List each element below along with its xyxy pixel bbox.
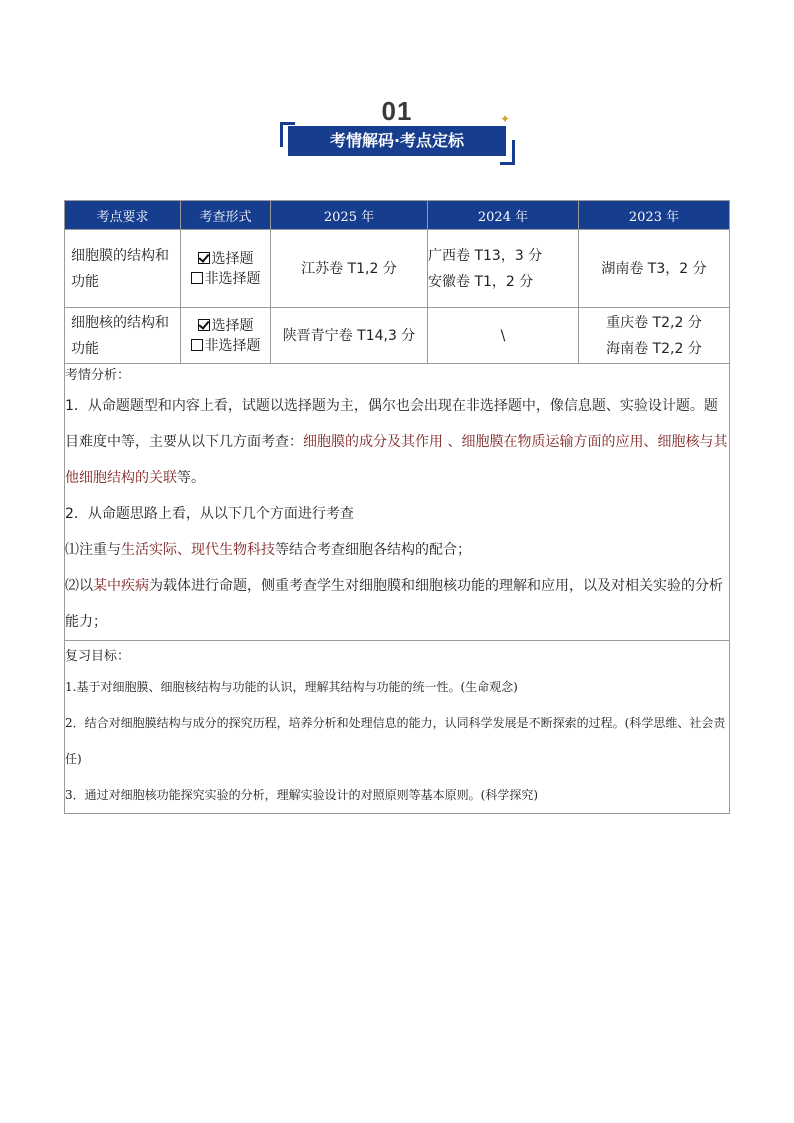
nonchoice-option: 非选择题 <box>181 336 270 356</box>
goals-row <box>65 641 730 814</box>
header-2023: 2023 年 <box>579 201 730 230</box>
goal-item-2: 2．结合对细胞膜结构与成分的探究历程，培养分析和处理信息的能力，认同科学发展是不断探索的过程。(科学思维、社会责任) <box>65 716 726 766</box>
checked-box-icon <box>198 319 210 331</box>
table-header-row <box>65 201 730 230</box>
topic-cell: 细胞膜的结构和功能 <box>65 230 181 308</box>
header-form: 考查形式 <box>181 201 271 230</box>
banner-bracket-right <box>500 140 515 165</box>
section-header <box>0 96 794 166</box>
analysis-point-2: 2．从命题思路上看，从以下几个方面进行考查 <box>65 506 354 522</box>
table-row <box>65 230 730 308</box>
header-2025: 2025 年 <box>271 201 428 230</box>
empty-box-icon <box>191 339 203 351</box>
form-cell <box>181 230 271 308</box>
cell-2024: 广西卷 T13，3 分 安徽卷 T1，2 分 <box>428 230 579 308</box>
topic-cell: 细胞核的结构和功能 <box>65 308 181 364</box>
header-2024: 2024 年 <box>428 201 579 230</box>
analysis-row <box>65 364 730 641</box>
analysis-point-1: 1．从命题题型和内容上看，试题以选择题为主，偶尔也会出现在非选择题中，像信息题、实验设计题。题目难度中等，主要从以下几方面考查：细胞膜的成分及其作用 、细胞膜在物质运输方面的应用、细胞核与其他细胞结构的关联等。 <box>65 398 728 486</box>
section-banner: 考情解码·考点定标 <box>288 126 506 156</box>
cell-2025: 陕晋青宁卷 T14,3 分 <box>271 308 428 364</box>
choice-option: 选择题 <box>181 249 270 269</box>
goal-item-1: 1.基于对细胞膜、细胞核结构与功能的认识，理解其结构与功能的统一性。(生命观念) <box>65 680 518 694</box>
choice-option: 选择题 <box>181 316 270 336</box>
goals-title: 复习目标： <box>65 649 131 664</box>
empty-box-icon <box>191 272 203 284</box>
form-cell <box>181 308 271 364</box>
goals-cell <box>65 641 730 814</box>
cell-2024: \ <box>428 308 579 364</box>
analysis-point-3: ⑴注重与生活实际、现代生物科技等结合考查细胞各结构的配合； <box>65 542 471 558</box>
table-row <box>65 308 730 364</box>
analysis-cell <box>65 364 730 641</box>
nonchoice-option: 非选择题 <box>181 269 270 289</box>
sparkle-icon: ✦ <box>500 112 511 126</box>
cell-2023: 重庆卷 T2,2 分 海南卷 T2,2 分 <box>579 308 730 364</box>
section-number: 01 <box>381 96 413 126</box>
cell-2025: 江苏卷 T1,2 分 <box>271 230 428 308</box>
exam-analysis-table <box>64 200 730 814</box>
analysis-title: 考情分析： <box>65 368 131 383</box>
cell-2023: 湖南卷 T3，2 分 <box>579 230 730 308</box>
analysis-point-4: ⑵以某中疾病为载体进行命题，侧重考查学生对细胞膜和细胞核功能的理解和应用，以及对相关实验的分析能力； <box>65 578 723 630</box>
header-topic: 考点要求 <box>65 201 181 230</box>
goal-item-3: 3．通过对细胞核功能探究实验的分析，理解实验设计的对照原则等基本原则。(科学探究) <box>65 788 539 802</box>
checked-box-icon <box>198 252 210 264</box>
